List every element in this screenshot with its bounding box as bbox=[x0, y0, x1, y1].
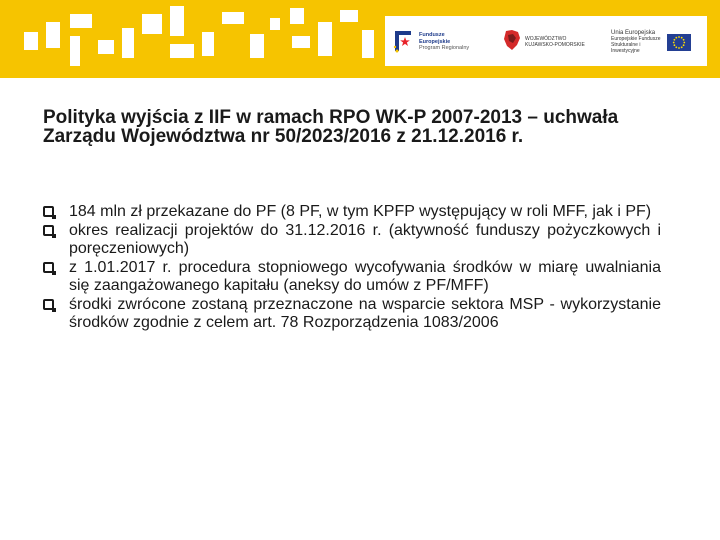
slide-title: Polityka wyjścia z IIF w ramach RPO WK-P 2007-2013 – uchwała Zarządu Województwa nr 50/2023/2016 z 21.12.2016 r. bbox=[43, 107, 619, 147]
logo-text-line: Europejskie bbox=[419, 38, 451, 45]
logo-text-line: Fundusze bbox=[419, 32, 445, 39]
fundusze-europejskie-logo bbox=[393, 26, 479, 58]
decor-block bbox=[24, 32, 38, 50]
list-item bbox=[43, 222, 661, 259]
decor-block bbox=[250, 34, 264, 58]
checkbox-bullet-icon bbox=[43, 206, 54, 217]
wojewodztwo-text bbox=[525, 36, 587, 48]
logo-text-line: WOJEWÓDZTWO bbox=[525, 36, 567, 42]
unia-europejska-text bbox=[611, 30, 663, 54]
decor-block bbox=[290, 8, 304, 24]
list-item bbox=[43, 259, 661, 296]
kujawsko-pomorskie-map-icon bbox=[503, 29, 521, 56]
decor-block bbox=[362, 30, 374, 58]
checkbox-bullet-icon bbox=[43, 225, 54, 236]
decor-block bbox=[270, 18, 280, 30]
header-band bbox=[0, 0, 720, 78]
decor-block bbox=[170, 6, 184, 36]
bullet-text: z 1.01.2017 r. procedura stopniowego wycofywania środków w miarę uwalniania się zaangażowanego kapitału (aneksy do umów z PF/MFF) bbox=[69, 258, 661, 294]
logo-panel bbox=[385, 16, 707, 66]
decor-block bbox=[292, 36, 310, 48]
logo-text-line: KUJAWSKO-POMORSKIE bbox=[525, 42, 585, 48]
fundusze-europejskie-star-icon bbox=[393, 29, 415, 55]
list-item bbox=[43, 203, 661, 222]
bullet-text: 184 mln zł przekazane do PF (8 PF, w tym KPFP występujący w roli MFF, jak i PF) bbox=[69, 203, 652, 220]
decor-block bbox=[170, 44, 194, 58]
logo-text-line: Unia Europejska bbox=[611, 30, 656, 36]
decor-block bbox=[318, 22, 332, 56]
bullet-text: środki zwrócone zostaną przeznaczone na wsparcie sektora MSP - wykorzystanie środków zgodnie z celem art. 78 Rozporządzenia 1083/2006 bbox=[69, 295, 661, 331]
checkbox-bullet-icon bbox=[43, 299, 54, 310]
fundusze-europejskie-text bbox=[419, 32, 479, 52]
decor-block bbox=[142, 14, 162, 34]
wojewodztwo-logo bbox=[503, 26, 587, 58]
decor-block bbox=[122, 28, 134, 58]
decor-block bbox=[222, 12, 244, 24]
eu-flag-icon bbox=[667, 34, 691, 51]
bullet-list bbox=[43, 203, 661, 333]
decor-block bbox=[98, 40, 114, 54]
decor-block bbox=[70, 14, 92, 28]
checkbox-bullet-icon bbox=[43, 262, 54, 273]
list-item bbox=[43, 296, 661, 333]
decor-block bbox=[202, 32, 214, 56]
logo-text-line: Program Regionalny bbox=[419, 45, 470, 52]
logo-text-line: Strukturalne i Inwestycyjne bbox=[611, 42, 641, 54]
logo-text-line: Europejskie Fundusze bbox=[611, 36, 661, 42]
unia-europejska-logo bbox=[611, 26, 691, 58]
bullet-text: okres realizacji projektów do 31.12.2016 r. (aktywność funduszy pożyczkowych i poręczeniowych) bbox=[69, 221, 661, 257]
decor-block bbox=[70, 36, 80, 66]
decor-block bbox=[340, 10, 358, 22]
decor-block bbox=[46, 22, 60, 48]
